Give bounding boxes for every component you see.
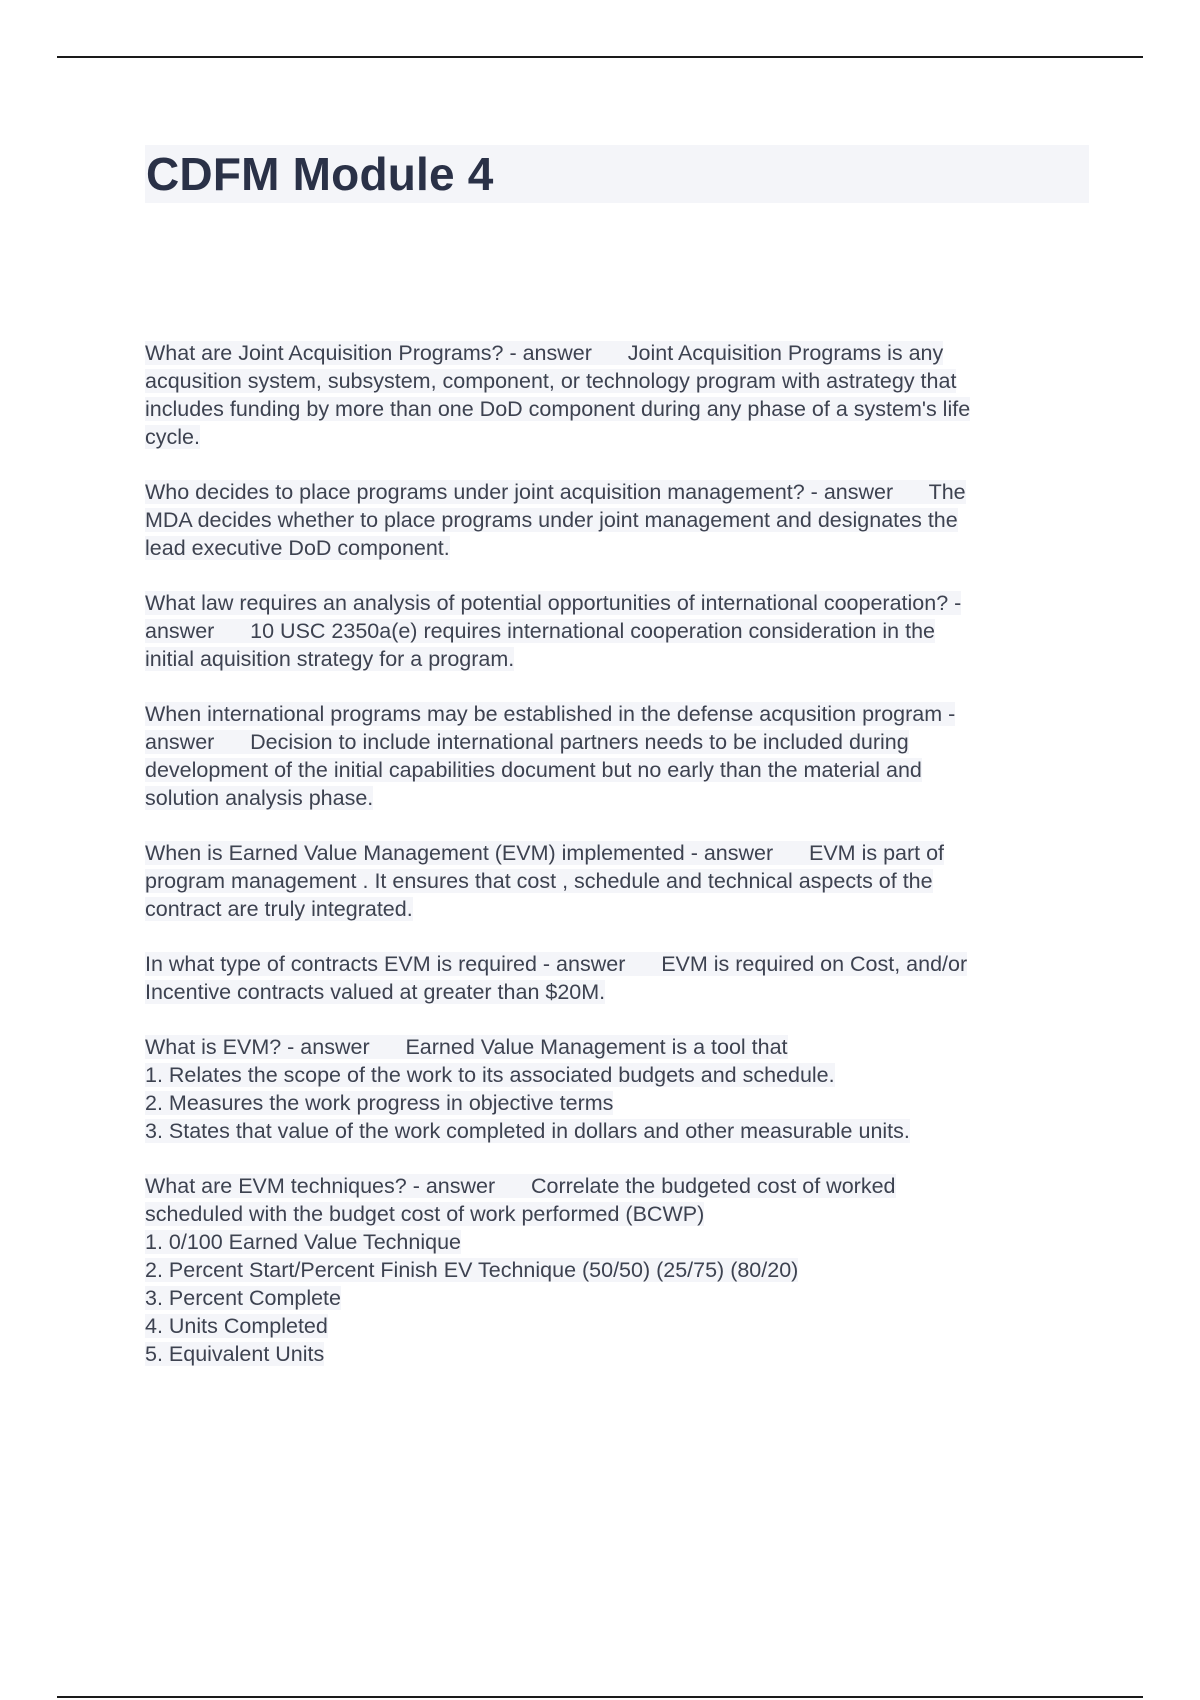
qa-line: initial aquisition strategy for a program. [145,647,515,671]
qa-line: solution analysis phase. [145,786,374,810]
qa-line: What are EVM techniques? - answer Correlate the budgeted cost of worked [145,1174,896,1198]
qa-line: In what type of contracts EVM is required - answer EVM is required on Cost, and/or [145,952,968,976]
qa-line: development of the initial capabilities document but no early than the material and [145,758,922,782]
qa-line: cycle. [145,425,200,449]
qa-item [145,700,1085,812]
qa-line: includes funding by more than one DoD component during any phase of a system's life [145,397,971,421]
qa-line: scheduled with the budget cost of work performed (BCWP) [145,1202,705,1226]
qa-line: contract are truly integrated. [145,897,413,921]
qa-item [145,478,1085,562]
qa-item [145,839,1085,923]
qa-line: 2. Measures the work progress in objective terms [145,1091,614,1115]
qa-line: program management . It ensures that cost , schedule and technical aspects of the [145,869,933,893]
qa-line: What law requires an analysis of potential opportunities of international cooperation? - [145,591,962,615]
qa-line: When is Earned Value Management (EVM) implemented - answer EVM is part of [145,841,945,865]
qa-line: lead executive DoD component. [145,536,450,560]
qa-line: acqusition system, subsystem, component, or technology program with astrategy that [145,369,957,393]
qa-item [145,589,1085,673]
qa-item [145,950,1085,1006]
qa-line: Who decides to place programs under joint acquisition management? - answer The [145,480,966,504]
qa-line: 2. Percent Start/Percent Finish EV Technique (50/50) (25/75) (80/20) [145,1258,799,1282]
qa-line: 1. 0/100 Earned Value Technique [145,1230,461,1254]
qa-item [145,339,1085,451]
qa-line: 4. Units Completed [145,1314,328,1338]
qa-list [145,339,1085,1395]
qa-line: What is EVM? - answer Earned Value Management is a tool that [145,1035,788,1059]
qa-line: MDA decides whether to place programs under joint management and designates the [145,508,958,532]
qa-line: 5. Equivalent Units [145,1342,325,1366]
page-bottom-rule [57,1696,1143,1698]
qa-line: Incentive contracts valued at greater than $20M. [145,980,606,1004]
qa-line: 3. Percent Complete [145,1286,341,1310]
qa-item [145,1033,1085,1145]
qa-line: answer Decision to include international partners needs to be included during [145,730,909,754]
qa-line: When international programs may be established in the defense acqusition program - [145,702,956,726]
qa-item [145,1172,1085,1368]
qa-line: 1. Relates the scope of the work to its associated budgets and schedule. [145,1063,835,1087]
qa-line: answer 10 USC 2350a(e) requires international cooperation consideration in the [145,619,935,643]
page-title: CDFM Module 4 [146,148,494,200]
qa-line: 3. States that value of the work completed in dollars and other measurable units. [145,1119,910,1143]
qa-line: What are Joint Acquisition Programs? - answer Joint Acquisition Programs is any [145,341,944,365]
page-top-rule [57,56,1143,58]
